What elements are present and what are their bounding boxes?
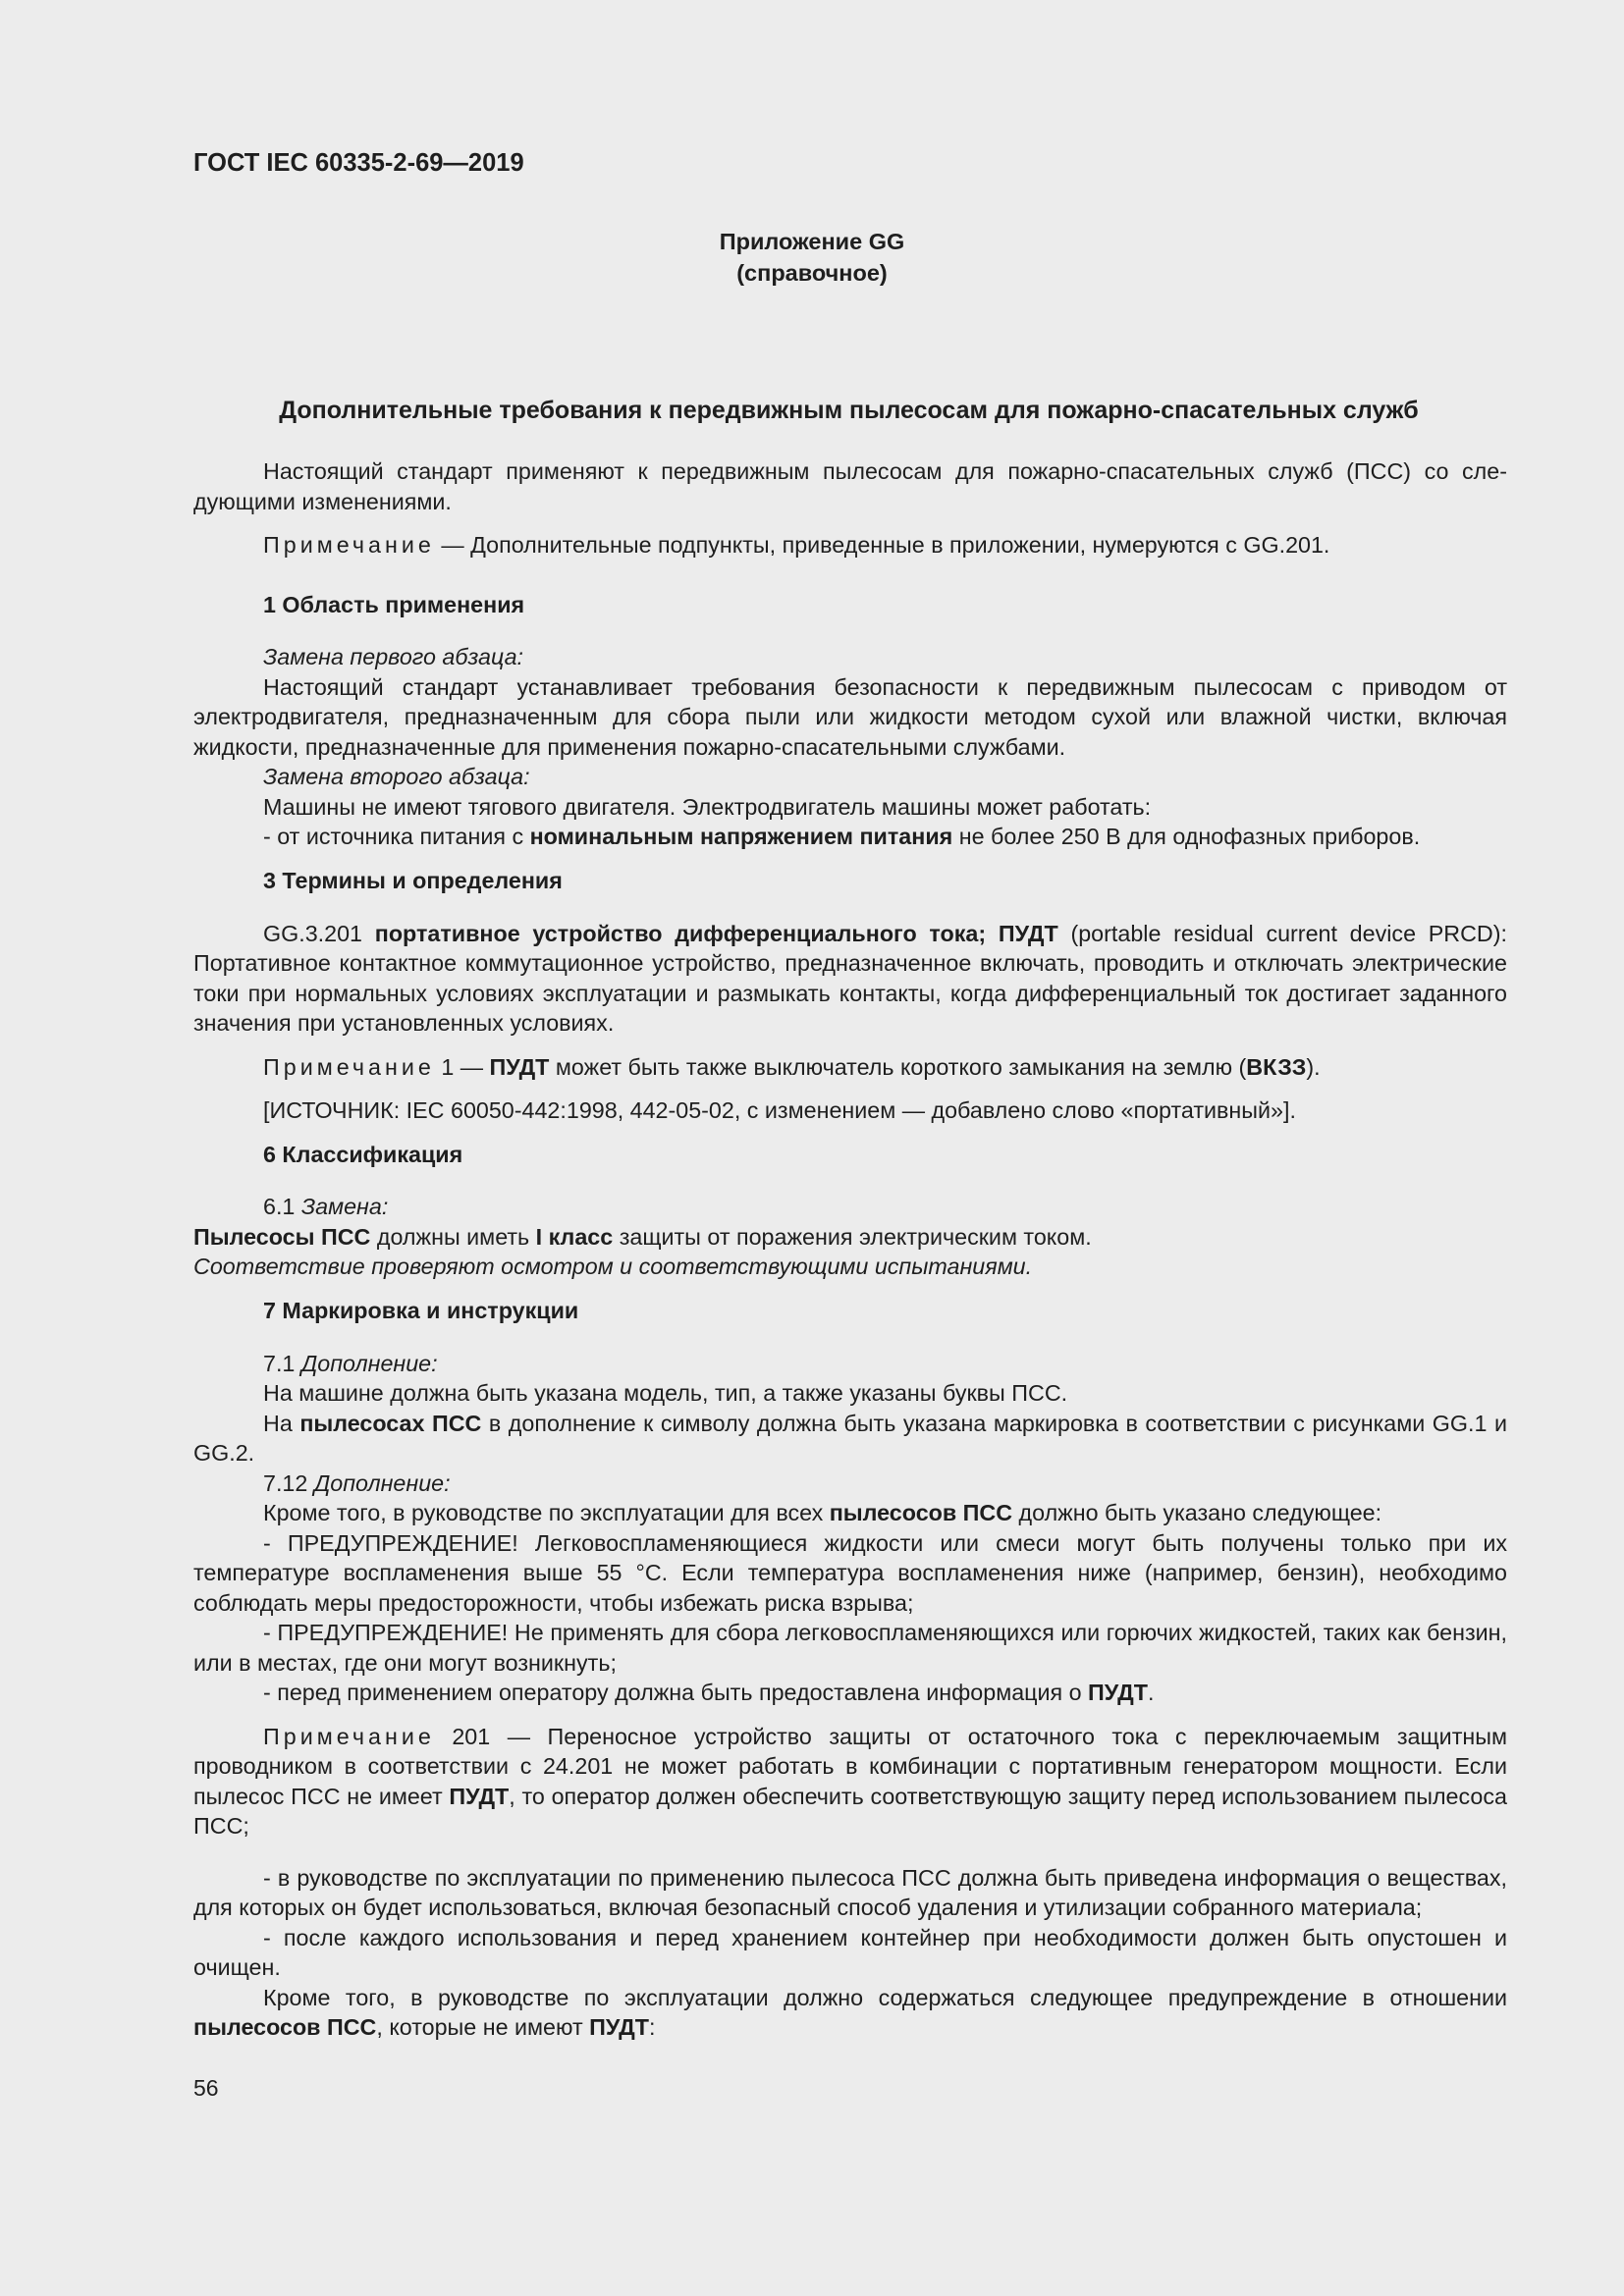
marking-paragraph: На машине должна быть указана модель, тип, а также указаны буквы ПСС.: [263, 1380, 1068, 1407]
list-item: [193, 822, 1507, 852]
text-run: Кроме того, в руководстве по эксплуатации должно содержаться следующее предупреждение в отношении: [263, 1984, 1507, 2010]
text-run: , то оператор должен обеспечить соответствующую защиту перед использованием пылесоса ПСС;: [193, 1783, 1507, 1840]
annex-type: (справочное): [736, 260, 888, 286]
replacement-label: Замена второго абзаца:: [263, 764, 530, 790]
marking-symbol-paragraph: [193, 1409, 1507, 1468]
subclause-7-1: [193, 1349, 1507, 1379]
class-paragraph: [193, 1222, 1507, 1253]
term-bold: ПУДТ: [449, 1783, 510, 1809]
final-paragraph: [193, 1983, 1507, 2043]
annex-title: Приложение GG: [719, 229, 905, 254]
note-text: — Дополнительные подпункты, приведенные в приложении, нумеруются с GG.201.: [434, 532, 1330, 558]
definition-paragraph: [193, 919, 1507, 1039]
standard-header: ГОСТ IEC 60335-2-69—2019: [193, 149, 524, 177]
text-run: в дополнение к символу должна быть указана маркировка в соответствии с рисунками GG.1 и GG.2.: [193, 1410, 1508, 1467]
source-reference: [ИСТОЧНИК: IEC 60050-442:1998, 442-05-02, с изменением — добавлено слово «портативный»].: [263, 1097, 1296, 1124]
addition-label: Дополнение:: [300, 1350, 438, 1376]
text-run: - от источника питания с: [263, 824, 530, 850]
text-run: может быть также выключатель короткого замыкания на землю (: [549, 1053, 1247, 1080]
text-run: Кроме того, в руководстве по эксплуатации для всех: [263, 1500, 830, 1526]
subclause-6-1: [193, 1192, 1507, 1222]
term-bold: номинальным напряжением питания: [529, 824, 953, 850]
term-bold: пылесосов ПСС: [193, 2014, 377, 2041]
note-label: Примечание: [263, 1053, 435, 1080]
text-run: - перед применением оператору должна быть предоставлена информация о: [263, 1680, 1089, 1706]
term-bold: Пылесосы ПСС: [193, 1223, 371, 1250]
term-bold: ВКЗЗ: [1246, 1053, 1307, 1080]
page-number: 56: [193, 2075, 219, 2101]
intro-paragraph: Настоящий стандарт применяют к передвижным пылесосам для пожарно-спасательных служб (ПСС) со следующими изменениями.: [193, 458, 1507, 514]
instructions-paragraph: [193, 1498, 1507, 1528]
replacement-label: Замена первого абзаца:: [263, 644, 524, 670]
clause-number: 7.1: [263, 1350, 301, 1376]
note-label: Примечание: [263, 1723, 435, 1749]
warning-item: - ПРЕДУПРЕЖДЕНИЕ! Легковоспламеняющиеся жидкости или смеси могут быть получены только при их температуре воспламенения выше 55 °С. Если температура воспламенения ниже (например, бензин), необходимо соблюдать меры предосторожности, чтобы избежать риска взрыва;: [193, 1529, 1507, 1616]
term-bold: ПУДТ: [489, 1053, 550, 1080]
replacement-label: Замена:: [300, 1194, 389, 1220]
term-bold: пылесосов ПСС: [829, 1500, 1013, 1526]
warning-item: - ПРЕДУПРЕЖДЕНИЕ! Не применять для сбора легковоспламеняющихся или горючих жидкостей, таких как бензин, или в местах, где они могут возникнуть;: [193, 1620, 1507, 1676]
text-run: ).: [1306, 1053, 1321, 1080]
section-heading-7: 7 Маркировка и инструкции: [263, 1297, 579, 1323]
scope-paragraph: Настоящий стандарт устанавливает требования безопасности к передвижным пылесосам с приводом от электродвигателя, предназначенным для сбора пыли или жидкости методом сухой или влажной чистки, включая жидкости, предназначенные для применения пожарно-спасательными службами.: [193, 673, 1507, 760]
text-run: .: [1147, 1680, 1155, 1706]
section-heading-1: 1 Область применения: [263, 591, 525, 617]
term-bold: пылесосах ПСС: [299, 1410, 482, 1436]
term-bold: ПУДТ: [589, 2014, 649, 2041]
term-bold: I класс: [535, 1223, 614, 1250]
text-run: , которые не имеют: [376, 2014, 590, 2041]
list-item: - после каждого использования и перед хранением контейнер при необходимости должен быть опустошен и очищен.: [193, 1924, 1507, 1981]
text-run: не более 250 В для однофазных приборов.: [952, 824, 1421, 850]
text-run: На: [263, 1410, 300, 1436]
text-run: 201 — Переносное устройство защиты от остаточного тока с переключаемым защитным проводником в соответствии с 24.201 не может работать в комбинации с портативным генератором мощности. Если пылесос ПСС не имеет: [193, 1723, 1507, 1809]
list-item: [193, 1678, 1507, 1708]
definition-text: (portable residual current device PRCD): Портативное контактное коммутационное устройство, предназначенное включать, проводить и отключать электрические токи при нормальных условиях эксплуатации и размыкать контакты, когда дифференциальный ток достигает заданного значения при установленных условиях.: [193, 920, 1507, 1037]
subclause-7-12: [193, 1468, 1507, 1499]
text-run: должны иметь: [370, 1223, 536, 1250]
note-label: Примечание: [263, 532, 435, 558]
section-heading-3: 3 Термины и определения: [263, 867, 563, 893]
annex-heading: [0, 226, 1624, 289]
document-title: Дополнительные требования к передвижным пылесосам для пожарно-спасательных служб: [279, 397, 1419, 424]
term-bold: ПУДТ: [1088, 1680, 1148, 1706]
text-run: защиты от поражения электрическим током.: [613, 1223, 1092, 1250]
clause-number: 7.12: [263, 1469, 314, 1496]
text-run: должно быть указано следующее:: [1012, 1500, 1382, 1526]
section-heading-6: 6 Классификация: [263, 1141, 463, 1167]
motor-paragraph: Машины не имеют тягового двигателя. Электродвигатель машины может работать:: [263, 793, 1152, 820]
document-body: [193, 456, 1507, 2043]
definition-term: портативное устройство дифференциального тока; ПУДТ: [374, 920, 1058, 946]
definition-number: GG.3.201: [263, 920, 375, 946]
intro-note: [193, 530, 1507, 561]
addition-label: Дополнение:: [313, 1469, 451, 1496]
text-run: :: [649, 2014, 656, 2041]
note-201: [193, 1722, 1507, 1842]
clause-number: 6.1: [263, 1194, 301, 1220]
compliance-check: Соответствие проверяют осмотром и соответствующими испытаниями.: [193, 1254, 1033, 1280]
definition-note: [193, 1052, 1507, 1083]
list-item: - в руководстве по эксплуатации по применению пылесоса ПСС должна быть приведена информация о веществах, для которых он будет использоваться, включая безопасный способ удаления и утилизации собранного материала;: [193, 1864, 1507, 1921]
text-run: 1 —: [434, 1053, 490, 1080]
